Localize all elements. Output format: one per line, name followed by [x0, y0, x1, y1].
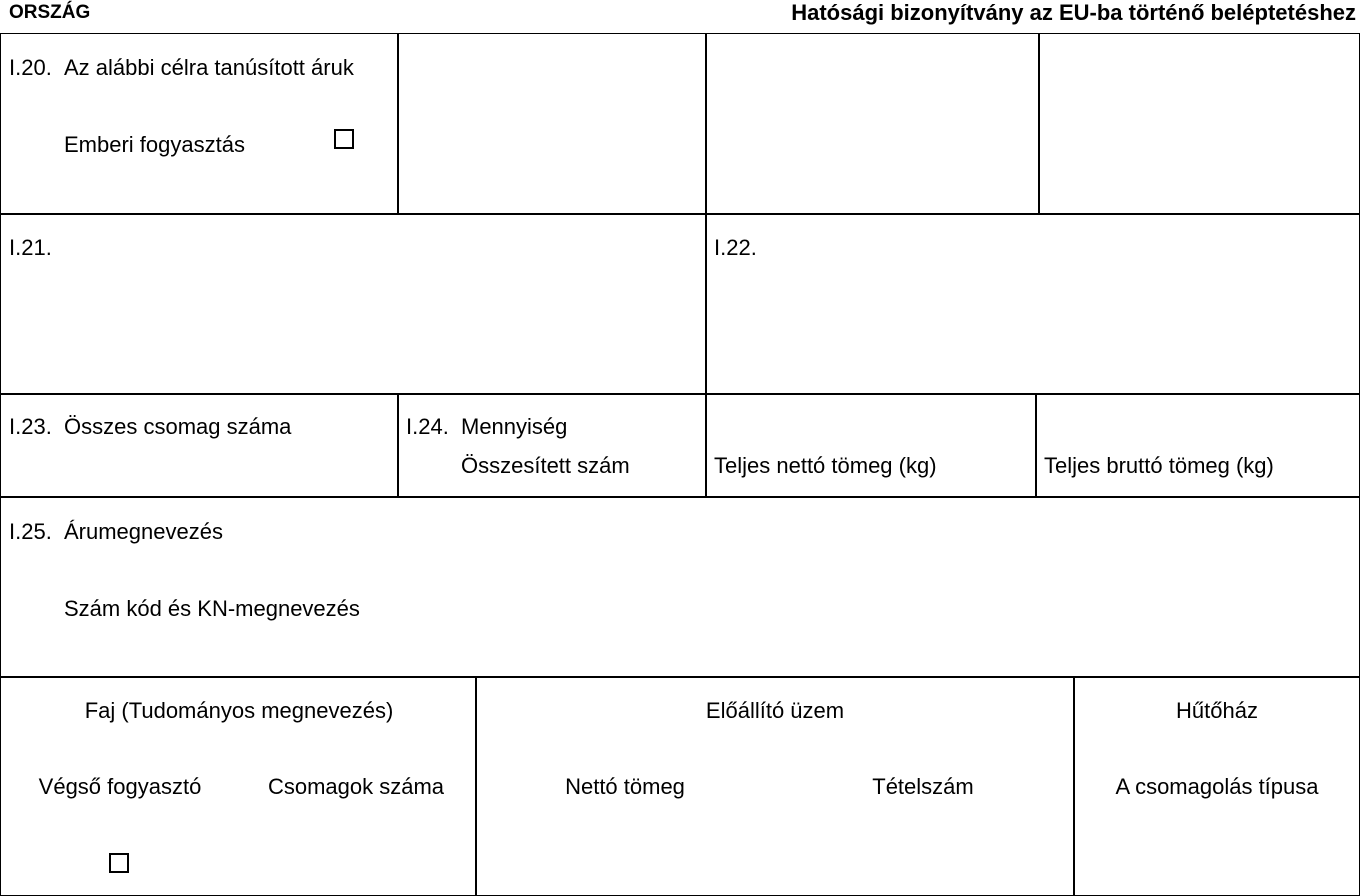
packaging-type-label: A csomagolás típusa — [1115, 774, 1319, 799]
box-i20-col4 — [1038, 33, 1360, 215]
box-i24 — [397, 393, 707, 498]
i20-number: I.20. — [9, 55, 52, 80]
box-cold-store — [1073, 676, 1360, 896]
box-i20 — [0, 33, 399, 215]
box-i20-col2 — [397, 33, 707, 215]
box-i22 — [705, 213, 1360, 395]
i20-option-label: Emberi fogyasztás — [64, 132, 245, 157]
box-i24-gross — [1035, 393, 1360, 498]
net-weight-label: Nettó tömeg — [565, 774, 685, 799]
lot-number-label: Tételszám — [872, 774, 974, 799]
final-consumer-label: Végső fogyasztó — [38, 774, 202, 799]
i23-label: Összes csomag száma — [64, 414, 292, 439]
i24-label: Mennyiség — [461, 414, 568, 439]
packages-count-label: Csomagok száma — [267, 774, 445, 799]
box-i24-net — [705, 393, 1037, 498]
box-i20-col3 — [705, 33, 1040, 215]
box-species — [0, 676, 477, 896]
i22-number: I.22. — [714, 235, 757, 260]
i25-sub: Szám kód és KN-megnevezés — [64, 596, 360, 621]
box-plant — [475, 676, 1075, 896]
final-consumer-checkbox[interactable] — [109, 853, 129, 873]
box-i21 — [0, 213, 707, 395]
i23-number: I.23. — [9, 414, 52, 439]
plant-label: Előállító üzem — [705, 698, 845, 723]
i25-number: I.25. — [9, 519, 52, 544]
species-label: Faj (Tudományos megnevezés) — [84, 698, 394, 723]
box-i25 — [0, 496, 1360, 678]
box-i23 — [0, 393, 399, 498]
i24-number: I.24. — [406, 414, 449, 439]
certificate-form — [0, 33, 1360, 896]
i24-net-weight: Teljes nettó tömeg (kg) — [714, 453, 937, 478]
i24-gross-weight: Teljes bruttó tömeg (kg) — [1044, 453, 1274, 478]
i21-number: I.21. — [9, 235, 52, 260]
i25-label: Árumegnevezés — [64, 519, 223, 544]
human-consumption-checkbox[interactable] — [334, 129, 354, 149]
certificate-title: Hatósági bizonyítvány az EU-ba történő beléptetéshez — [791, 0, 1356, 25]
country-label: ORSZÁG — [9, 2, 91, 23]
cold-store-label: Hűtőház — [1176, 698, 1258, 723]
i24-total-count: Összesített szám — [461, 453, 630, 478]
i20-label: Az alábbi célra tanúsított áruk — [64, 55, 354, 80]
